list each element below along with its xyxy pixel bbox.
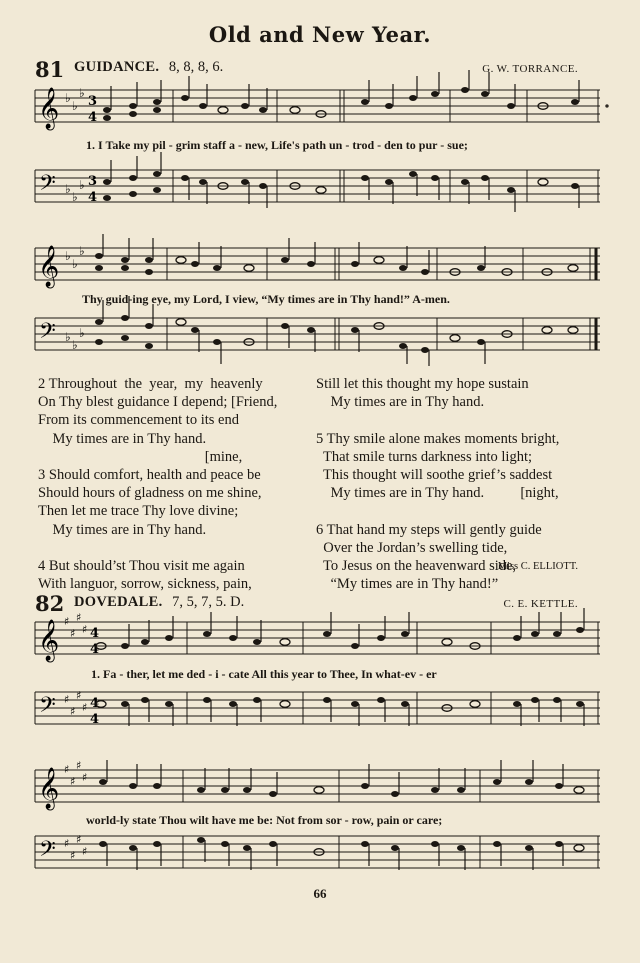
svg-text:♭: ♭ [65,330,71,344]
hymn-82-tune-name: DOVEDALE. [74,594,163,610]
hymn-82-composer: C. E. KETTLE. [503,598,578,610]
hymn-81-author: Miss C. ELLIOTT. [497,561,578,572]
svg-text:♯: ♯ [64,615,70,628]
svg-text:4: 4 [90,696,100,711]
hymn-81-tune-name: GUIDANCE. [74,59,160,75]
hymn-81-system-2-treble-staff [35,238,605,298]
svg-text:𝄞: 𝄞 [38,768,60,809]
svg-text:𝄢: 𝄢 [39,837,56,867]
svg-text:♯: ♯ [82,771,88,784]
svg-text:♭: ♭ [79,326,85,340]
hymn-82-system-2-bass-staff [35,826,605,886]
svg-text:♭: ♭ [79,86,85,100]
svg-text:4: 4 [90,626,100,641]
svg-text:𝄢: 𝄢 [39,171,56,201]
svg-text:♯: ♯ [76,833,82,846]
svg-text:♯: ♯ [64,837,70,850]
svg-text:3: 3 [88,174,98,189]
svg-text:♭: ♭ [72,338,78,352]
hymn-81-meter: 8, 8, 8, 6. [168,59,224,75]
svg-text:♯: ♯ [64,763,70,776]
hymn-81-verses-left-column: 2 Throughout the year, my heavenly On Thy blest guidance I depend; [Friend, From its commencement to its end My times are in Thy hand. [mine, 3 Should comfort, health and peace be Should hours of gladness on me shine, Then let me trace Thy love divine; My times are in Thy hand. 4 But should’st Thou visit me again With languor, sorrow, sickness, pain, [38,376,278,593]
svg-text:4: 4 [90,712,100,727]
svg-text:♯: ♯ [82,845,88,858]
hymn-82-system-1-treble-staff [35,612,605,672]
svg-text:♯: ♯ [82,701,88,714]
svg-text:♯: ♯ [76,689,82,702]
hymn-81-composer: G. W. TORRANCE. [482,63,578,75]
svg-text:4: 4 [90,642,100,657]
svg-text:♯: ♯ [64,693,70,706]
svg-text:4: 4 [88,110,98,125]
hymn-82-number: 82 [35,591,65,616]
svg-text:3: 3 [88,94,98,109]
svg-text:♯: ♯ [82,623,88,636]
svg-text:♯: ♯ [76,611,82,624]
svg-text:𝄞: 𝄞 [38,88,60,129]
section-title: Old and New Year. [208,22,432,47]
svg-text:♭: ♭ [72,190,78,204]
hymn-82-meter: 7, 5, 7, 5. D. [172,594,245,610]
hymn-81-system-1-bass-staff [35,160,605,220]
hymn-82-system-2-treble-staff [35,760,605,820]
svg-text:4: 4 [88,190,98,205]
hymn-81-number: 81 [35,57,65,82]
svg-text:♭: ♭ [72,99,78,113]
svg-text:𝄞: 𝄞 [38,620,60,661]
hymn-81-system-1-treble-staff [35,80,605,140]
svg-text:♭: ♭ [79,244,85,258]
page-number: 66 [313,886,327,901]
hymn-81-tune-heading [74,59,223,76]
svg-text:♭: ♭ [65,91,71,105]
svg-text:♭: ♭ [65,182,71,196]
svg-text:♯: ♯ [70,705,76,718]
hymn-82-system-1-bass-staff [35,682,605,742]
svg-text:♭: ♭ [65,249,71,263]
hymn-81-lyric-line-1: 1. I Take my pil - grim staff a - new, Life's path un - trod - den to pur - sue; [86,138,468,152]
svg-text:♭: ♭ [79,178,85,192]
hymn-81-system-2-bass-staff [35,308,605,368]
svg-text:♯: ♯ [70,627,76,640]
hymn-81-verses-right-column: Still let this thought my hope sustain My times are in Thy hand. 5 Thy smile alone makes moments bright, That smile turns darkness into light; This thought will soothe grief’s saddest My times are in Thy hand. [night, 6 That hand my steps will gently guide Over the Jordan’s swelling tide, To Jesus on the heavenward side, “My times are in Thy hand!” [316,376,560,593]
svg-text:𝄞: 𝄞 [38,246,60,287]
hymn-82-lyric-line-2: world-ly state Thou wilt have me be: Not from sor - row, pain or care; [86,813,443,827]
hymn-82-tune-heading [74,594,244,611]
svg-text:𝄢: 𝄢 [39,693,56,723]
svg-text:♯: ♯ [70,849,76,862]
hymn-81-lyric-line-2: Thy guid-ing eye, my Lord, I view, “My times are in Thy hand!” A-men. [82,292,450,306]
hymn-82-lyric-line-1: 1. Fa - ther, let me ded - i - cate All this year to Thee, In what-ev - er [91,667,437,681]
svg-text:♯: ♯ [70,775,76,788]
svg-text:♭: ♭ [72,257,78,271]
svg-text:𝄢: 𝄢 [39,319,56,349]
svg-text:♯: ♯ [76,759,82,772]
